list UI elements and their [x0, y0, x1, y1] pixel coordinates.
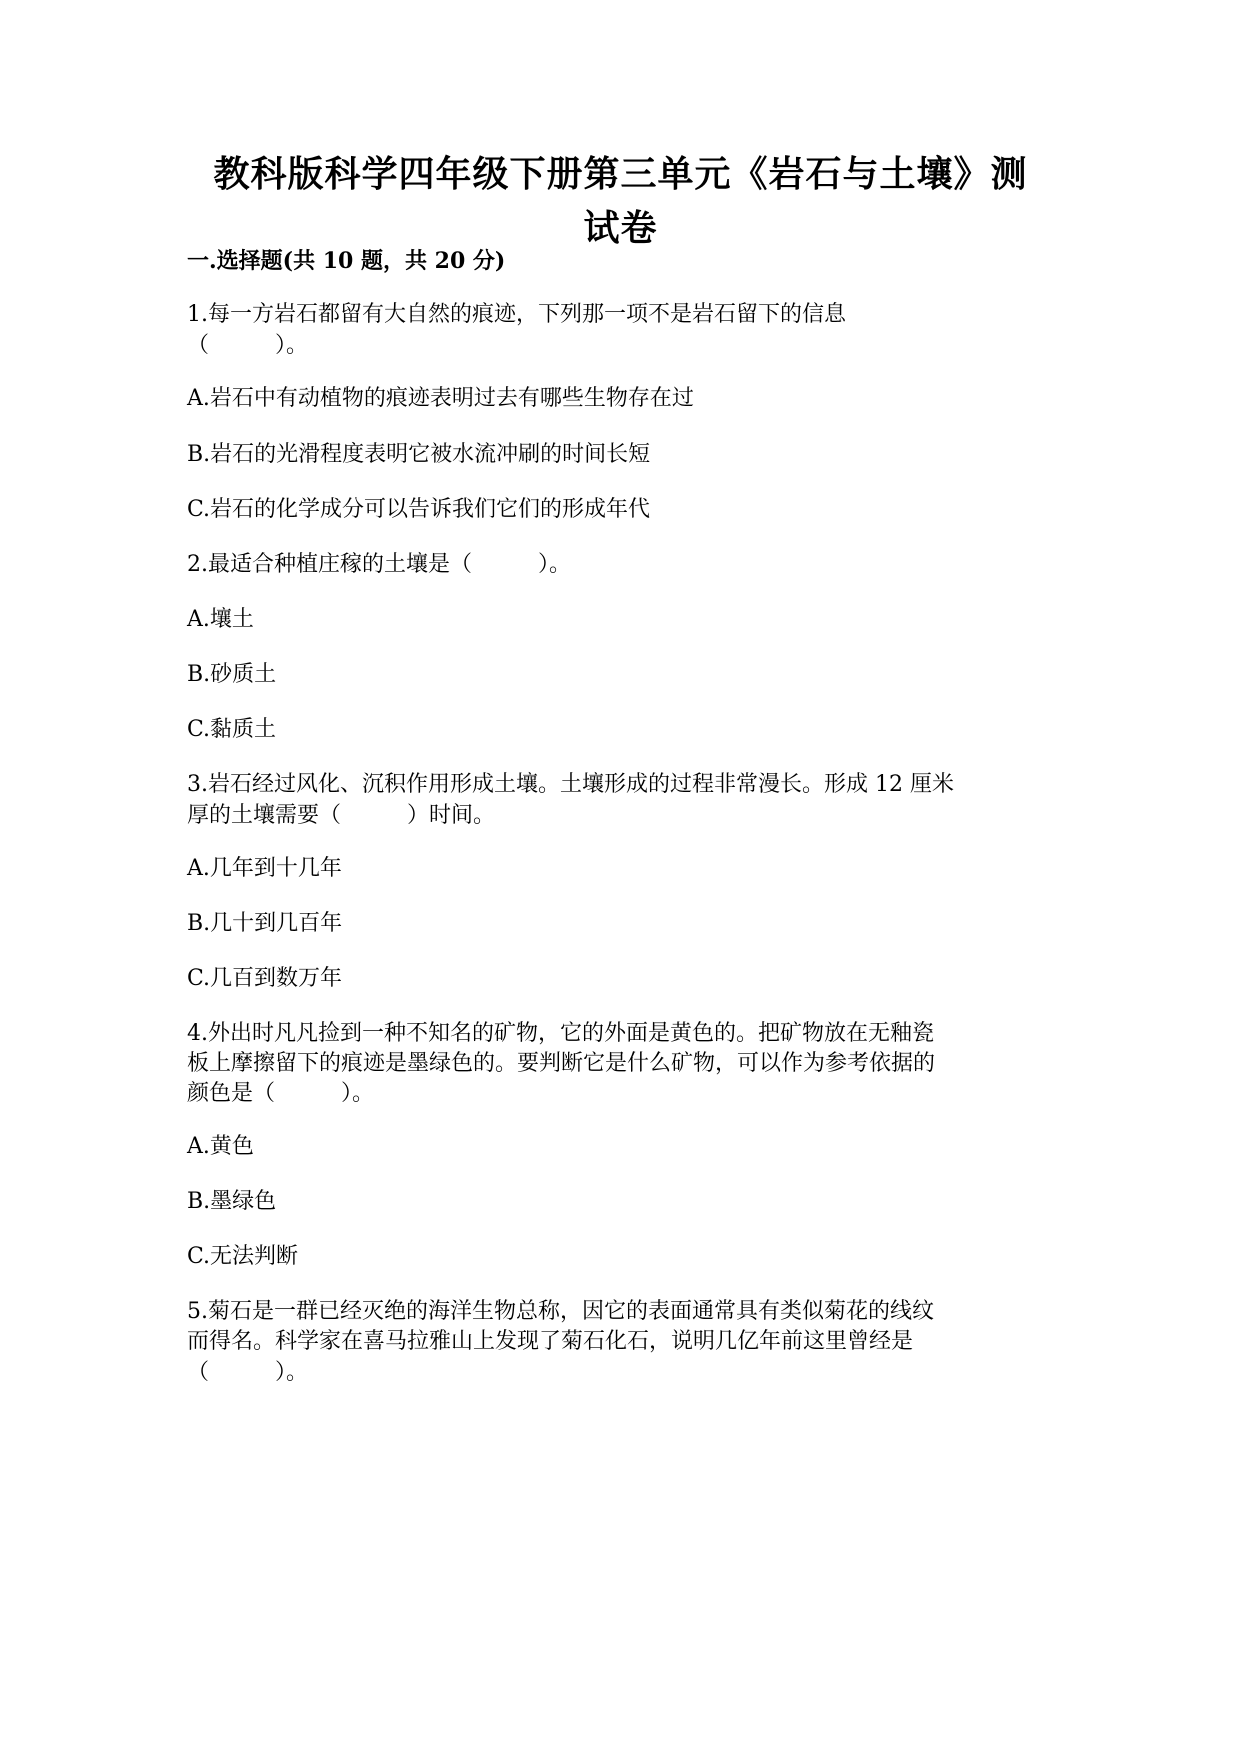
- question-1-option-b: B.岩石的光滑程度表明它被水流冲刷的时间长短: [187, 442, 651, 467]
- exam-title-line-2: 试卷: [583, 207, 658, 249]
- question-5-stem-line-1: 5.菊石是一群已经灭绝的海洋生物总称，因它的表面通常具有类似菊花的线纹: [187, 1299, 934, 1324]
- question-4-stem-line-2: 板上摩擦留下的痕迹是墨绿色的。要判断它是什么矿物，可以作为参考依据的: [187, 1051, 936, 1076]
- question-2-option-a: A.壤土: [187, 607, 254, 632]
- question-5-stem-line-2: 而得名。科学家在喜马拉雅山上发现了菊石化石，说明几亿年前这里曾经是: [187, 1329, 914, 1354]
- question-5-stem-line-3: （ ）。: [187, 1360, 309, 1385]
- question-1-stem-line-1: 1.每一方岩石都留有大自然的痕迹，下列那一项不是岩石留下的信息: [187, 302, 846, 327]
- question-4-option-b: B.墨绿色: [187, 1189, 277, 1214]
- question-4-option-c: C.无法判断: [187, 1244, 299, 1269]
- question-4-stem-line-1: 4.外出时凡凡捡到一种不知名的矿物，它的外面是黄色的。把矿物放在无釉瓷: [187, 1021, 934, 1046]
- question-4-stem-line-3: 颜色是（ ）。: [187, 1081, 375, 1106]
- question-3-stem-line-1: 3.岩石经过风化、沉积作用形成土壤。土壤形成的过程非常漫长。形成 12 厘米: [187, 772, 954, 797]
- question-3-option-c: C.几百到数万年: [187, 966, 343, 991]
- question-1-option-a: A.岩石中有动植物的痕迹表明过去有哪些生物存在过: [187, 386, 694, 411]
- question-3-option-b: B.几十到几百年: [187, 911, 343, 936]
- exam-title-line-1: 教科版科学四年级下册第三单元《岩石与土壤》测: [213, 153, 1028, 195]
- question-2-stem: 2.最适合种植庄稼的土壤是（ ）。: [187, 552, 571, 577]
- question-4-option-a: A.黄色: [187, 1134, 254, 1159]
- section-heading: 一.选择题(共 10 题，共 20 分): [187, 248, 506, 274]
- question-1-stem-line-2: （ ）。: [187, 333, 309, 358]
- question-1-option-c: C.岩石的化学成分可以告诉我们它们的形成年代: [187, 497, 651, 522]
- question-2-option-b: B.砂质土: [187, 662, 277, 687]
- question-2-option-c: C.黏质土: [187, 717, 277, 742]
- question-3-stem-line-2: 厚的土壤需要（ ）时间。: [187, 803, 496, 828]
- question-3-option-a: A.几年到十几年: [187, 856, 342, 881]
